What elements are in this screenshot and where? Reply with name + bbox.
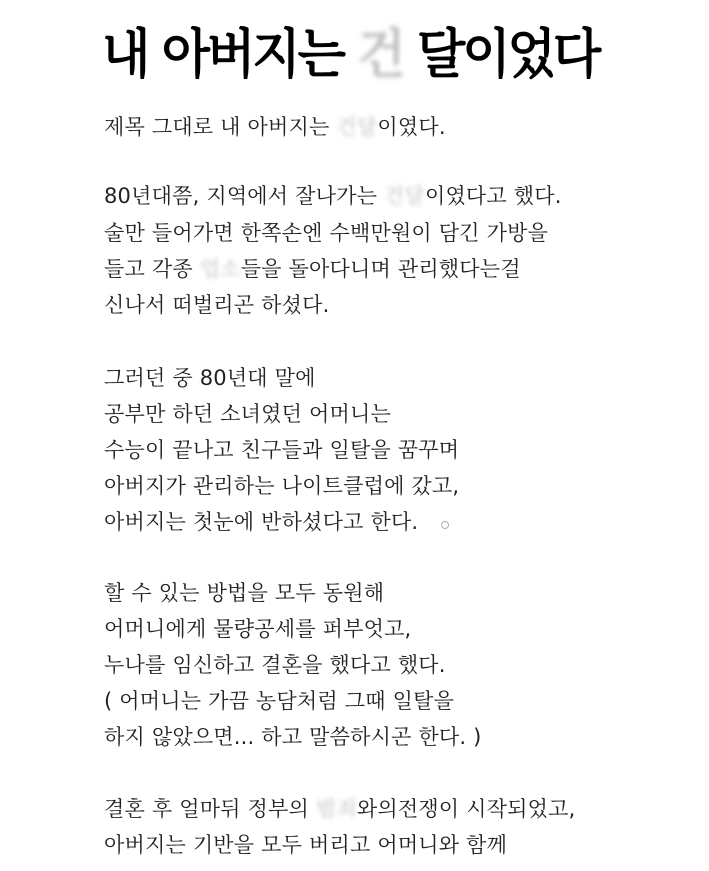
text-fragment: 이였다. [377,115,446,139]
post-title [102,22,598,86]
text-fragment: 와의전쟁이 시작되었고, [356,797,576,821]
body-line: 술만 들어가면 한쪽손엔 수백만원이 담긴 가방을 [104,221,549,245]
body-line: 하지 않았으면... 하고 말씀하시곤 한다. ) [104,725,482,749]
body-line: ( 어머니는 가끔 농담처럼 그때 일탈을 [104,689,455,713]
body-line: 공부만 하던 소녀였던 어머니는 [104,402,391,426]
body-line: 어머니에게 물량공세를 퍼부엇고, [104,617,412,641]
stray-dot-mark [441,521,449,529]
obscured-word: 범죄 [315,797,357,821]
body-line [104,181,562,211]
obscured-word: 업소 [199,257,241,281]
body-line: 수능이 끝나고 친구들과 일탈을 꿈꾸며 [104,438,460,462]
title-obscured-text: 건 [357,23,403,85]
body-line [104,254,521,284]
obscured-word: 건달 [336,115,378,139]
body-line: 할 수 있는 방법을 모두 동원해 [104,581,385,605]
text-fragment: 제목 그대로 내 아버지는 [104,115,337,139]
obscured-word: 건달 [383,184,425,208]
text-fragment: 결혼 후 얼마뒤 정부의 [104,797,316,821]
body-line: 아버지는 기반을 모두 버리고 어머니와 함께 [104,833,508,857]
body-line: 누나를 임신하고 결혼을 했다고 했다. [104,653,446,677]
text-fragment: 들을 돌아다니며 관리했다는걸 [240,257,521,281]
body-line [104,794,575,824]
title-text-end: 달이었다 [402,23,599,85]
body-line: 그러던 중 80년대 말에 [104,366,316,390]
text-fragment: 들고 각종 [104,257,200,281]
body-line: 신나서 떠벌리곤 하셨다. [104,293,330,317]
body-line: 아버지는 첫눈에 반하셨다고 한다. [104,510,419,534]
title-text-start: 내 아버지는 [102,23,358,85]
body-line [104,112,446,142]
text-fragment: 이였다고 했다. [424,184,562,208]
text-fragment: 80년대쯤, 지역에서 잘나가는 [104,184,384,208]
body-line: 아버지가 관리하는 나이트클럽에 갔고, [104,474,460,498]
